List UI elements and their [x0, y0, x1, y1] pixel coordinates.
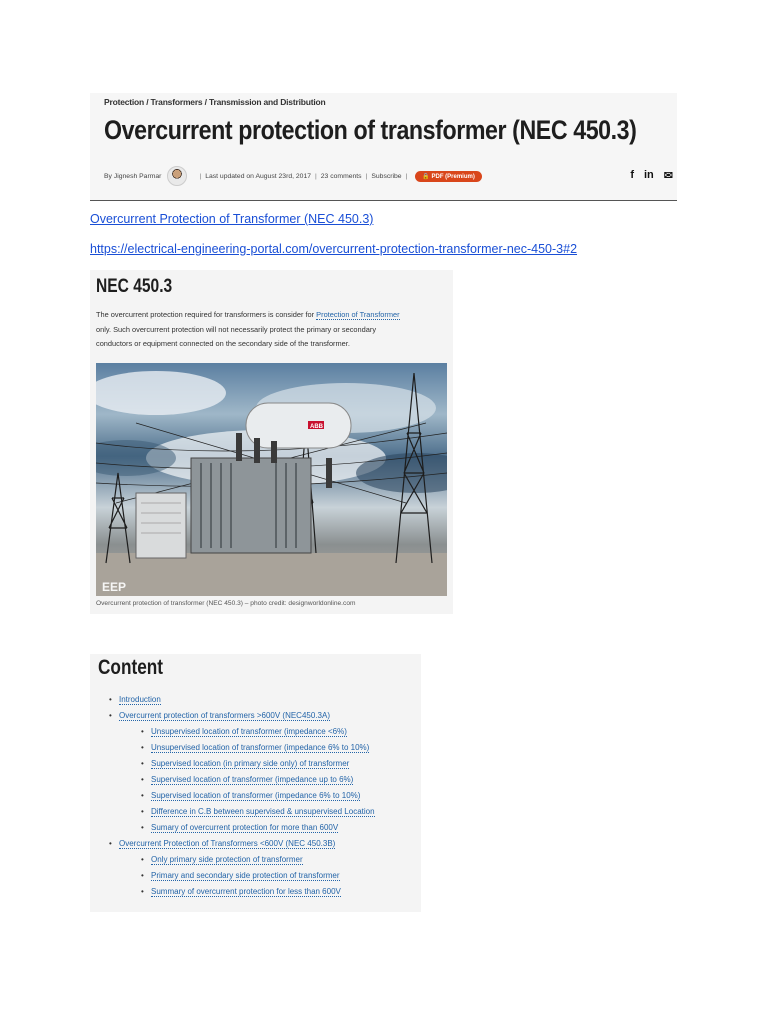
nec-section-card — [90, 270, 453, 614]
toc-item[interactable]: • Introduction — [119, 695, 161, 705]
article-header — [90, 93, 677, 201]
breadcrumb-separator: / — [202, 97, 209, 107]
toc-item[interactable]: • Summary of overcurrent protection for less than 600V — [151, 887, 341, 897]
url-hyperlink[interactable]: https://electrical-engineering-portal.com/overcurrent-protection-transformer-nec-450-3#2 — [90, 242, 578, 256]
toc-item[interactable]: • Supervised location of transformer (impedance 6% to 10%) — [151, 791, 360, 801]
page-title: Overcurrent protection of transformer (NEC 450.3) — [104, 115, 637, 145]
breadcrumb-item-transformers[interactable]: Transformers — [150, 97, 203, 107]
toc-item[interactable]: • Overcurrent Protection of Transformers <600V (NEC 450.3B) — [119, 839, 335, 849]
protection-of-transformer-link[interactable]: Protection of Transformer — [316, 310, 400, 319]
toc-item[interactable]: • Unsupervised location of transformer (impedance 6% to 10%) — [151, 743, 369, 753]
email-icon[interactable]: ✉ — [663, 170, 673, 182]
toc-item[interactable]: • Supervised location (in primary side only) of transformer — [151, 759, 349, 769]
eep-logo: EEP — [102, 580, 127, 594]
pdf-premium-button[interactable]: 🔒 PDF (Premium) — [415, 171, 481, 182]
facebook-icon[interactable]: f — [630, 169, 634, 181]
title-hyperlink[interactable]: Overcurrent Protection of Transformer (NEC 450.3) — [90, 212, 374, 226]
toc-item[interactable]: • Primary and secondary side protection of transformer — [151, 871, 340, 881]
author-avatar — [167, 166, 187, 186]
toc-item[interactable]: • Sumary of overcurrent protection for more than 600V — [151, 823, 338, 833]
nec-heading: NEC 450.3 — [96, 276, 173, 297]
last-updated: Last updated on August 23rd, 2017 — [205, 172, 312, 180]
toc-item[interactable]: • Overcurrent protection of transformers >600V (NEC450.3A) — [119, 711, 330, 721]
table-of-contents — [90, 654, 421, 912]
author-name[interactable]: By Jignesh Parmar — [104, 172, 162, 180]
toc-item[interactable]: • Difference in C.B between supervised & unsupervised Location — [151, 807, 375, 817]
toc-item[interactable]: • Only primary side protection of transformer — [151, 855, 303, 865]
transformer-photo — [96, 363, 447, 596]
breadcrumb-separator: / — [144, 97, 151, 107]
toc-item[interactable]: • Supervised location of transformer (impedance up to 6%) — [151, 775, 353, 785]
comments-link[interactable]: 23 comments — [320, 172, 362, 180]
toc-title: Content — [98, 656, 164, 679]
photo-brand-text: ABB — [310, 424, 323, 430]
photo-caption: Overcurrent protection of transformer (NEC 450.3) – photo credit: designworldonline.com — [96, 600, 356, 607]
toc-item[interactable]: • Unsupervised location of transformer (impedance <6%) — [151, 727, 347, 737]
social-links — [630, 169, 673, 182]
breadcrumb-item-transmission[interactable]: Transmission and Distribution — [208, 97, 326, 107]
breadcrumb — [104, 97, 326, 107]
article-meta: By Jignesh Parmar | Last updated on August 23rd, 2017 | 23 comments | Subscribe | 🔒 PDF (Premium) — [104, 165, 482, 187]
nec-paragraph: The overcurrent protection required for transformers is consider for Protection of Transformer only. Such overcurrent protection will not necessarily protect the primary or secondary conductors or equipment connected on the secondary side of the transformer. — [96, 310, 400, 348]
subscribe-link[interactable]: Subscribe — [371, 172, 402, 180]
breadcrumb-item-protection[interactable]: Protection — [104, 97, 145, 107]
linkedin-icon[interactable]: in — [644, 169, 654, 181]
